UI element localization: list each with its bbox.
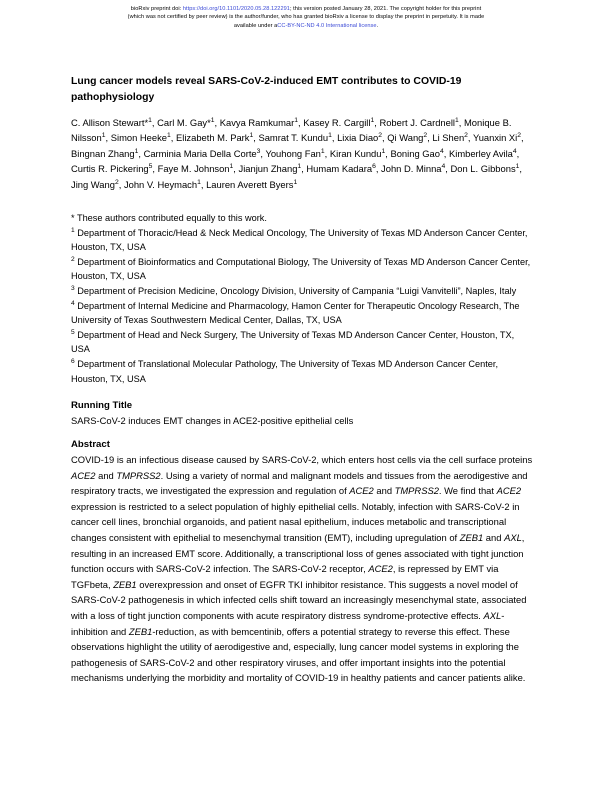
author-affiliation-marker: 1 (381, 147, 386, 155)
gene-name: ACE2 (71, 469, 96, 481)
gene-name: TMPRSS2 (394, 485, 439, 497)
author-name: Humam Kadara (306, 163, 373, 175)
banner-line-3 (0, 22, 612, 30)
gene-name: ZEB1 (113, 578, 137, 590)
affiliations-block (71, 211, 533, 386)
abstract-heading: Abstract (71, 439, 110, 450)
affiliation-item: $^6$ Department of Translational Molecular Pathology, The University of Texas MD Anderson Cancer Center, Houston, TX, USA (71, 357, 499, 384)
gene-name: AXL (504, 531, 522, 543)
affiliation-item: $^2$ Department of Bioinformatics and Computational Biology, The University of Texas MD Anderson Cancer Center, Houston, TX, USA (71, 255, 531, 282)
equal-contribution-note: * These authors contributed equally to this work. (71, 213, 267, 223)
author-affiliation-marker: 2 (464, 132, 468, 140)
affiliation-marker: 4 (71, 299, 75, 307)
author-affiliation-marker: 6 (372, 163, 376, 171)
doi-link[interactable]: https://doi.org/10.1101/2020.05.28.122291 (182, 6, 290, 12)
author-name: Samrat T. Kundu (258, 132, 329, 144)
gene-name: ACE2 (368, 563, 393, 575)
author-affiliation-marker: 2 (378, 132, 383, 140)
affiliation-marker: 3 (71, 284, 75, 292)
gene-name: ACE2 (349, 485, 374, 497)
affiliation-marker: 1 (71, 226, 75, 234)
banner-line-2: (which was not certified by peer review) is the author/funder, who has granted bioRxiv a license to display the preprint in perpetuity. It is made (127, 14, 485, 21)
author-name: Robert J. Cardnell (379, 117, 456, 128)
author-affiliation-marker: 3 (256, 147, 261, 155)
gene-name: AXL (483, 609, 502, 621)
affiliation-item: $^5$ Department of Head and Neck Surgery, The University of Texas MD Anderson Cancer Center, Houston, TX, USA (71, 328, 515, 355)
abstract-section (71, 437, 539, 686)
author-name: Kimberley Avila (448, 147, 513, 159)
author-affiliation-marker: 1 (101, 132, 106, 140)
author-affiliation-marker: 1 (134, 147, 139, 155)
author-name: John D. Minna (381, 163, 442, 175)
author-name: Jing Wang (71, 178, 115, 190)
page-title: Lung cancer models reveal SARS-CoV-2-induced EMT contributes to COVID-19 pathophysiology (71, 76, 462, 104)
author-name: Carl M. Gay* (157, 117, 211, 128)
banner-line-1 (0, 5, 612, 13)
banner-doi-suffix: ; this version posted January 28, 2021. The copyright holder for this preprint (289, 6, 482, 12)
affiliation-items (71, 226, 533, 387)
author-name: Lauren Averett Byers (206, 178, 294, 190)
author-affiliation-marker: 4 (512, 147, 517, 155)
affiliation-item: $^3$ Department of Precision Medicine, Oncology Division, University of Campania “Luigi Vanvitelli”, Naples, Italy (71, 284, 517, 296)
biorxiv-preprint-banner (0, 0, 612, 30)
running-title-heading: Running Title (71, 400, 133, 411)
author-affiliation-marker: 5 (148, 163, 153, 171)
author-affiliation-marker: 1 (455, 116, 459, 124)
running-title-section (71, 398, 533, 428)
author-affiliation-marker: 1 (293, 178, 298, 186)
affiliation-item: $^1$ Department of Thoracic/Head & Neck Medical Oncology, The University of Texas MD Anderson Cancer Center, Houston, TX, USA (71, 226, 528, 253)
banner-license-prefix: available under a (233, 22, 278, 29)
gene-name: TMPRSS2 (116, 469, 161, 481)
gene-name: ZEB1 (128, 625, 153, 637)
author-affiliation-marker: 1 (294, 116, 299, 124)
author-name: Simon Heeke (110, 132, 168, 144)
author-name: Monique B. Nilsson (71, 117, 512, 144)
author-affiliation-marker: 1 (148, 116, 152, 124)
author-affiliation-marker: 1 (370, 116, 375, 124)
author-name: Boning Gao (390, 147, 440, 159)
author-affiliation-marker: 1 (210, 116, 215, 124)
author-affiliation-marker: 1 (297, 163, 302, 171)
author-affiliation-marker: 2 (114, 178, 119, 186)
author-affiliation-marker: 1 (167, 132, 171, 140)
author-affiliation-marker: 1 (197, 178, 201, 186)
author-affiliation-marker: 1 (328, 132, 332, 140)
gene-name: ACE2 (496, 485, 522, 497)
author-name: Elizabeth M. Park (176, 132, 250, 144)
author-name: C. Allison Stewart* (71, 117, 149, 128)
author-name: Yuanxin Xi (472, 132, 518, 144)
banner-license-suffix: . (376, 22, 379, 29)
banner-doi-prefix: bioRxiv preprint doi: (130, 6, 183, 12)
affiliation-marker: 6 (71, 357, 75, 365)
author-name: Jianjun Zhang (238, 163, 298, 175)
author-name: Kasey R. Cargill (303, 117, 371, 128)
author-name: Carminia Maria Della Corte (143, 147, 257, 159)
author-name: John V. Heymach (123, 178, 198, 190)
author-affiliation-marker: 1 (249, 132, 254, 140)
running-title-text: SARS-CoV-2 induces EMT changes in ACE2-positive epithelial cells (71, 415, 354, 426)
author-name: Qi Wang (387, 132, 424, 144)
author-name: Lixia Diao (337, 132, 379, 144)
affiliation-marker: 2 (71, 255, 75, 263)
author-affiliation-marker: 2 (423, 132, 428, 140)
author-name: Curtis R. Pickering (71, 163, 149, 175)
gene-name: ZEB1 (459, 531, 484, 543)
author-name: Youhong Fan (265, 147, 321, 159)
author-affiliation-marker: 4 (440, 147, 444, 155)
affiliation-marker: 5 (71, 328, 75, 336)
author-affiliation-marker: 4 (441, 163, 446, 171)
affiliation-item: $^4$ Department of Internal Medicine and Pharmacology, Hamon Center for Therapeutic Oncology Research, The University of Texas Southwestern Medical Center, Dallas, TX, USA (71, 299, 520, 326)
author-affiliation-marker: 1 (229, 163, 234, 171)
author-name: Kiran Kundu (329, 147, 382, 159)
author-name: Bingnan Zhang (71, 147, 135, 159)
author-affiliation-marker: 2 (517, 132, 522, 140)
author-list: C. Allison Stewart*$^1$, Carl M. Gay*$^1$, Kavya Ramkumar$^1$, Kasey R. Cargill$^1$, Robert J. Cardnell$^1$, Monique B. Nilsson$^1$, Simon Heeke$^1$, Elizabeth M. Park$^1$, Samrat T. Kundu$^1$, Lixia Diao$^2$, Qi Wang$^2$, Li Shen$^2$, Yuanxin Xi$^2$, Bingnan Zhang$^1$, Carminia Maria Della Corte$^3$, Youhong Fan$^1$, Kiran Kundu$^1$, Boning Gao$^4$, Kimberley Avila$^4$, Curtis R. Pickering$^5$, Faye M. Johnson$^1$, Jianjun Zhang$^1$, Humam Kadara$^6$, John D. Minna$^4$, Don L. Gibbons$^1$, Jing Wang$^2$, John V. Heymach$^1$, Lauren Averett Byers$^1$ (71, 116, 524, 190)
author-name: Kavya Ramkumar (219, 117, 295, 128)
author-name: Don L. Gibbons (450, 163, 516, 175)
author-name: Li Shen (432, 132, 465, 144)
author-affiliation-marker: 1 (320, 147, 325, 155)
abstract-text: COVID-19 is an infectious disease caused by SARS-CoV-2, which enters host cells via the cell surface proteins ACE2 and TMPRSS2. Using a variety of normal and malignant models and tissues from the aerodigestive and respiratory tracts, we investigated the expression and regulation of ACE2 and TMPRSS2. We find that ACE2 expression is restricted to a select population of highly epithelial cells. Notably, infection with SARS-CoV-2 in cancer cell lines, bronchial organoids, and patient nasal epithelium, induces metabolic and transcriptional changes consistent with epithelial to mesenchymal transition (EMT), including upregulation of ZEB1 and AXL, resulting in an increased EMT score. Additionally, a transcriptional loss of genes associated with tight junction function occurs with SARS-CoV-2 infection. The SARS-CoV-2 receptor, ACE2, is repressed by EMT via TGFbeta, ZEB1 overexpression and onset of EGFR TKI inhibitor resistance. This suggests a novel model of SARS-CoV-2 pathogenesis in which infected cells shift toward an increasingly mesenchymal state, associated with a loss of tight junction components with acute respiratory distress syndrome-protective effects. AXL-inhibition and ZEB1-reduction, as with bemcentinib, offers a potential strategy to reverse this effect. These observations highlight the utility of aerodigestive and, especially, lung cancer model systems in exploring the pathogenesis of SARS-CoV-2 and other respiratory viruses, and offer important insights into the potential mechanisms underlying the morbidity and mortality of COVID-19 in healthy patients and cancer patients alike. (71, 454, 533, 684)
author-name: Faye M. Johnson (157, 163, 230, 175)
author-affiliation-marker: 1 (515, 163, 520, 171)
license-link[interactable]: CC-BY-NC-ND 4.0 International license (277, 22, 377, 29)
